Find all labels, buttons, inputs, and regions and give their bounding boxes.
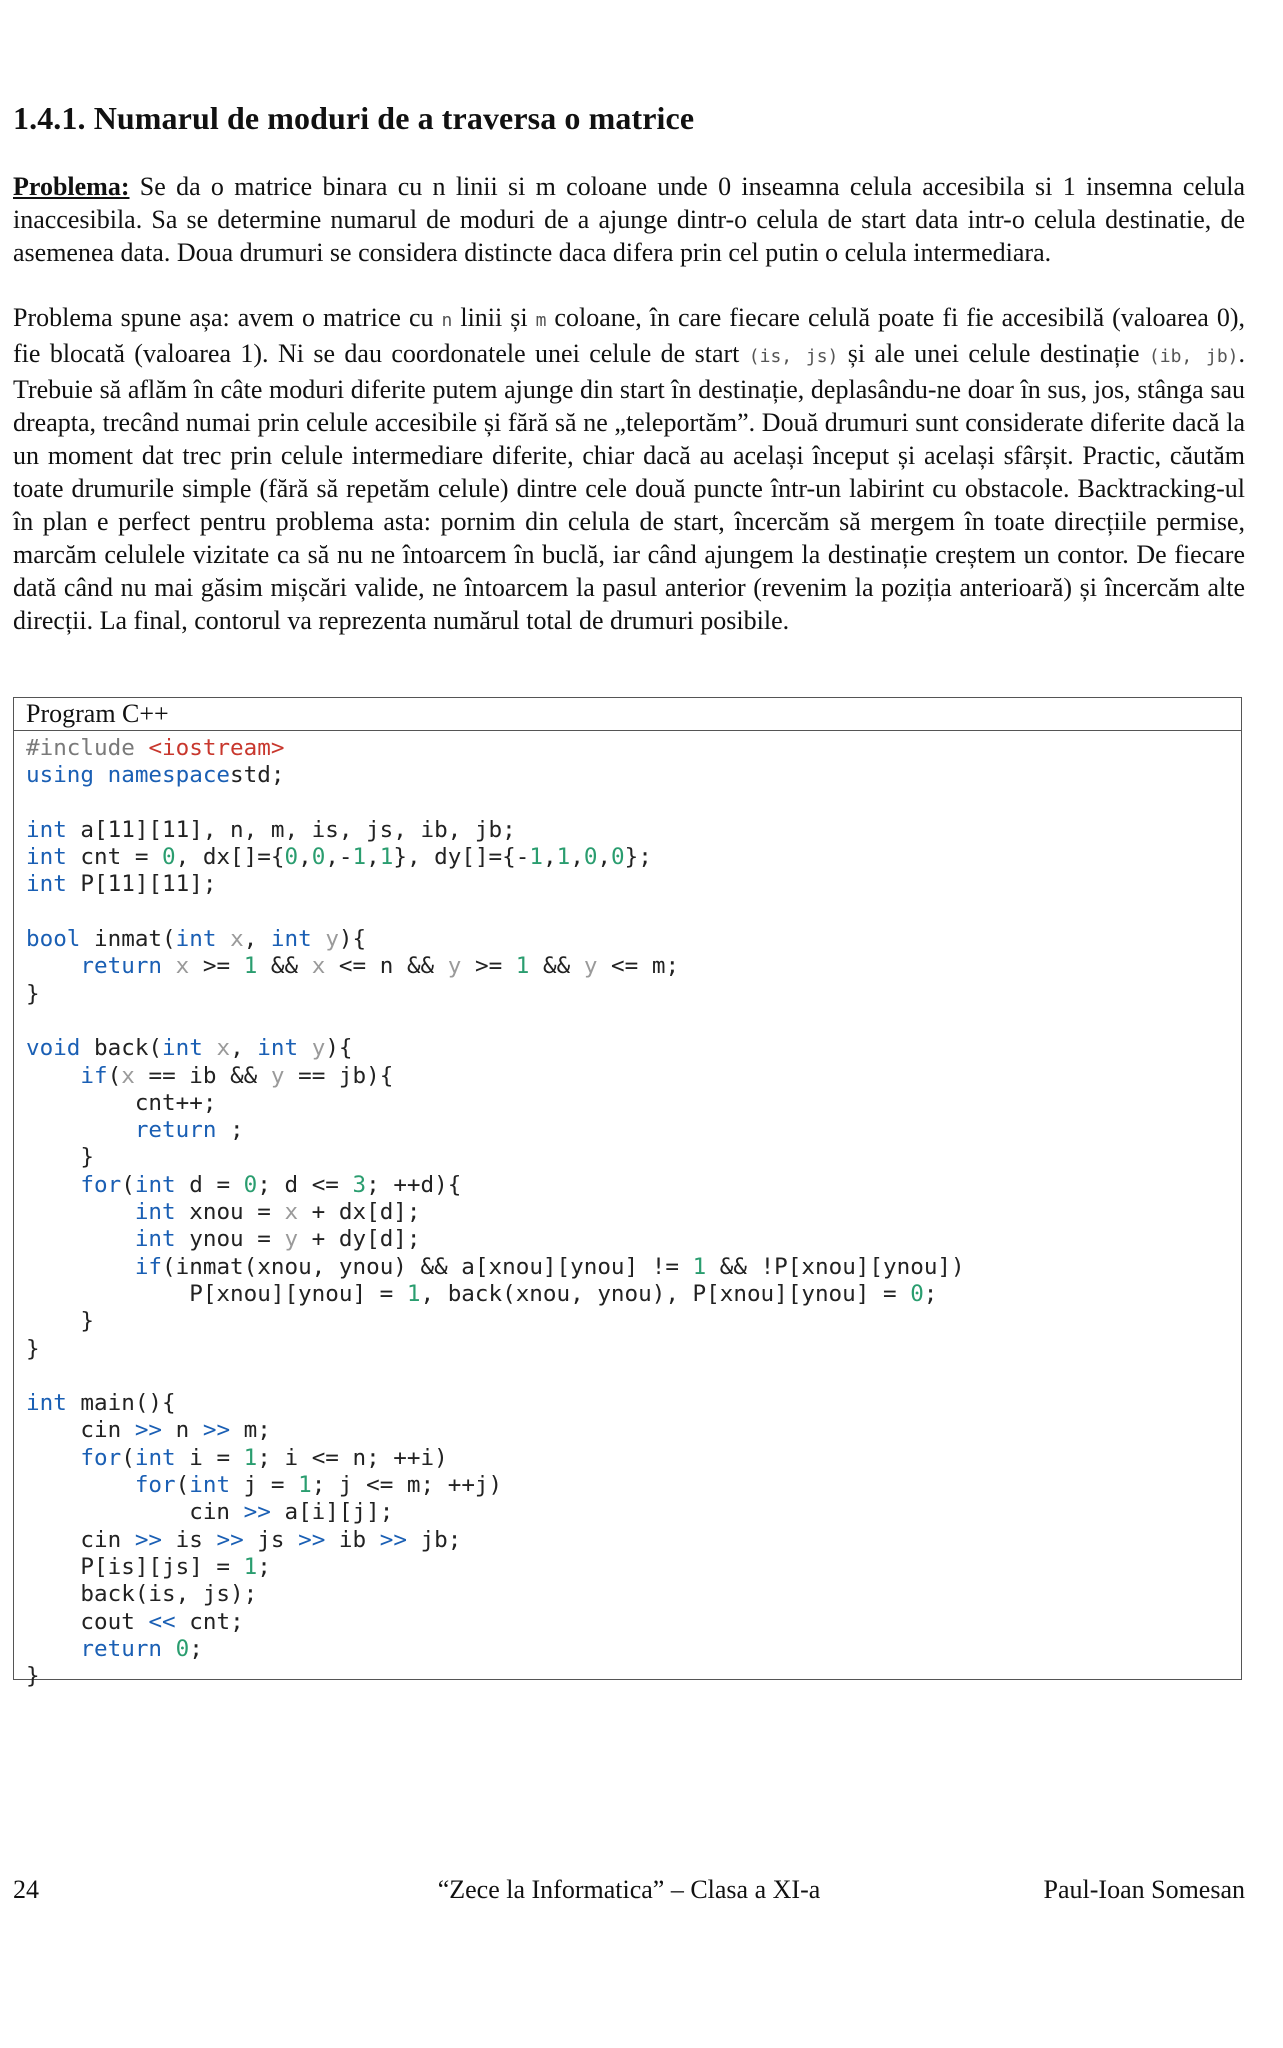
inline-code-destination: (ib, jb) [1148, 346, 1239, 367]
explanation-paragraph [13, 301, 1245, 637]
code-token: ( [121, 1171, 135, 1198]
code-token: back( [80, 1035, 163, 1062]
code-token: } [26, 1144, 95, 1171]
code-token: int [26, 871, 67, 898]
code-token: cout [26, 1608, 149, 1635]
code-token: == ib && [134, 1062, 271, 1089]
page-footer [13, 1873, 1245, 1907]
code-token: >> [298, 1526, 326, 1553]
code-token: int [26, 844, 67, 871]
code-token: inmat( [80, 926, 176, 953]
code-token [26, 1445, 80, 1471]
code-token: 0 [175, 1635, 190, 1662]
page-number: 24 [13, 1875, 39, 1904]
code-token: ){ [325, 1035, 353, 1062]
code-line [26, 1445, 1241, 1472]
code-token: && !P[xnou][ynou]) [706, 1253, 965, 1280]
code-token: main(){ [66, 1390, 176, 1417]
code-token: , [298, 844, 312, 871]
code-line [26, 1117, 1241, 1144]
code-token: , [243, 926, 271, 953]
inline-code-n: n [441, 310, 453, 331]
code-token: 0 [910, 1280, 924, 1307]
code-token: int [26, 1390, 67, 1417]
code-token [26, 1117, 135, 1143]
code-line [26, 953, 1241, 980]
code-token: + dy[d]; [298, 1226, 421, 1253]
code-line [26, 1609, 1241, 1636]
code-line [26, 1254, 1241, 1281]
code-token [26, 1226, 135, 1252]
author-name: Paul-Ioan Somesan [1043, 1875, 1245, 1904]
code-token: << [148, 1608, 176, 1635]
code-line [26, 1581, 1241, 1608]
code-token: >> [202, 1417, 231, 1444]
code-token: } [26, 980, 40, 1007]
code-token [26, 1063, 80, 1089]
code-token: int [270, 926, 312, 953]
code-line [26, 817, 1241, 844]
code-token: cin [26, 1499, 244, 1526]
code-token: ; i <= n; ++i) [257, 1444, 448, 1471]
code-token: int [134, 1199, 176, 1226]
code-token: ; d <= [257, 1171, 353, 1198]
code-token [216, 926, 230, 952]
code-token: y [311, 1035, 326, 1062]
code-token [26, 1254, 135, 1280]
code-token: bool [26, 926, 81, 953]
code-token: ; [216, 1117, 244, 1144]
code-token: 1 [379, 844, 394, 871]
code-token: >> [216, 1526, 244, 1553]
code-token: P[xnou][ynou] = [26, 1280, 407, 1307]
code-token: <iostream> [148, 735, 285, 761]
code-token: back(is, js); [26, 1581, 258, 1608]
code-token: int [134, 1226, 176, 1253]
code-token: using namespace [26, 762, 231, 789]
code-line [26, 735, 1241, 762]
code-token: cnt; [175, 1608, 244, 1635]
code-token: ,- [325, 844, 353, 871]
code-token: cnt++; [26, 1089, 217, 1116]
code-token: y [325, 926, 339, 953]
explanation-text-5: . Trebuie să aflăm în câte moduri diferite putem ajunge din start în destinație, deplasându-ne doar în sus, jos, stânga sau dreapta, trecând numai prin celule accesibile și fără să ne „teleportăm”. Două drumuri sunt considerate diferite dacă la un moment dat trec prin celule intermediare diferite, chiar dacă au același început și același sfârșit. Practic, căutăm toate drumurile simple (fără să repetăm celule) dintre cele două puncte într-un labirint cu obstacole. Backtracking-ul în plan e perfect pentru problema asta: pornim din celula de start, încercăm să mergem în toate direcțiile permise, marcăm celulele vizitate ca să nu ne întoarcem în buclă, iar când ajungem la destinație creștem un contor. De fiecare dată când nu mai găsim mișcări valide, ne întoarcem la pasul anterior (revenim la poziția anterioară) și încercăm alte direcții. La final, contorul va reprezenta numărul total de drumuri posibile. [13, 339, 1246, 635]
code-token: for [134, 1472, 176, 1499]
code-token: cin [26, 1526, 135, 1553]
section-heading: 1.4.1. Numarul de moduri de a traversa o matrice [13, 100, 695, 136]
code-token: >> [243, 1499, 271, 1526]
code-line [26, 899, 1241, 926]
code-token: x [121, 1062, 135, 1089]
explanation-text-4: și ale unei celule destinație [838, 339, 1149, 368]
code-line [26, 1199, 1241, 1226]
code-token: } [26, 1663, 40, 1690]
code-token: a[i][j]; [270, 1499, 394, 1526]
code-token: 0 [284, 844, 299, 871]
code-line [26, 1390, 1241, 1417]
code-token: x [230, 926, 244, 953]
code-token: }, dy[]={- [393, 844, 530, 871]
code-token: j = [230, 1472, 299, 1499]
code-token: + dx[d]; [298, 1199, 421, 1226]
code-token: int [134, 1444, 176, 1471]
code-token: >> [379, 1526, 407, 1553]
code-token: y [284, 1226, 299, 1253]
code-token: P[11][11]; [66, 871, 217, 898]
problem-label: Problema: [13, 172, 130, 201]
code-line [26, 1417, 1241, 1444]
code-token: ib [325, 1526, 380, 1553]
code-line [26, 1008, 1241, 1035]
problem-text: Se da o matrice binara cu n linii si m coloane unde 0 inseamna celula accesibila si 1 insemna celula inaccesibila. Sa se determine numarul de moduri de a ajunge dintr-o celula de start data intr-o celula destinatie, de asemenea data. Doua drumuri se considera distincte daca difera prin cel putin o celula intermediara. [13, 172, 1245, 267]
code-token: >> [134, 1526, 163, 1553]
code-token [26, 1199, 135, 1225]
code-token [203, 1035, 217, 1061]
code-line [26, 1663, 1241, 1690]
code-token: int [162, 1035, 203, 1062]
code-line [26, 926, 1241, 953]
code-token: 1 [529, 844, 543, 871]
code-listing-box [13, 697, 1242, 1690]
code-token: for [80, 1444, 122, 1471]
code-token: ynou = [175, 1226, 285, 1253]
code-token: ( [175, 1472, 190, 1499]
code-token: if [80, 1062, 108, 1089]
code-token: 0 [583, 844, 598, 871]
code-token: ; [189, 1635, 203, 1662]
code-line [26, 1090, 1241, 1117]
code-token: 1 [406, 1280, 421, 1307]
code-token: P[is][js] = [26, 1553, 244, 1580]
code-token: js [243, 1526, 299, 1553]
code-token: , [366, 844, 380, 871]
code-token: cnt = [66, 844, 163, 871]
code-token: 1 [692, 1253, 707, 1280]
code-token: jb; [406, 1526, 462, 1553]
code-line [26, 762, 1241, 789]
code-token: return [80, 953, 163, 980]
code-token: , [230, 1035, 258, 1062]
code-token: x [175, 953, 190, 980]
code-token [312, 926, 326, 952]
code-token: == jb){ [284, 1062, 394, 1089]
code-line [26, 1281, 1241, 1308]
code-token: ( [121, 1444, 135, 1471]
code-token: , [570, 844, 584, 871]
code-token: int [175, 926, 217, 953]
code-token: for [80, 1171, 122, 1198]
code-token: } [26, 1335, 40, 1362]
code-line [26, 844, 1241, 871]
explanation-text-1: Problema spune așa: avem o matrice cu [13, 303, 442, 332]
code-token: x [311, 953, 326, 980]
code-token: #include [26, 735, 149, 761]
code-line [26, 1636, 1241, 1663]
code-token [26, 1636, 80, 1662]
code-token: <= m; [597, 953, 680, 980]
code-line [26, 1527, 1241, 1554]
code-token: xnou = [175, 1199, 285, 1226]
code-line [26, 1172, 1241, 1199]
code-token: void [26, 1035, 81, 1062]
code-token: std; [230, 762, 285, 789]
code-token: , [597, 844, 612, 871]
code-token: <= n && [325, 953, 448, 980]
code-token: 1 [556, 844, 571, 871]
code-token: d = [175, 1171, 244, 1198]
book-title: “Zece la Informatica” – Clasa a XI-a [437, 1875, 821, 1904]
code-line [26, 1308, 1241, 1335]
code-token: , dx[]={ [175, 844, 285, 871]
code-line [26, 981, 1241, 1008]
code-listing-title: Program C++ [14, 698, 1241, 731]
code-token: a[11][11], n, m, is, js, ib, jb; [66, 816, 516, 843]
code-line [26, 1472, 1241, 1499]
code-token: 0 [162, 844, 176, 871]
code-token: cin [26, 1417, 135, 1444]
code-token: , back(xnou, ynou), P[xnou][ynou] = [420, 1280, 911, 1307]
code-token [162, 1636, 176, 1662]
code-token: x [216, 1035, 231, 1062]
code-token: y [583, 953, 598, 980]
code-token: y [270, 1062, 285, 1089]
code-token: n [162, 1417, 203, 1444]
code-token: ; ++d){ [366, 1171, 462, 1198]
code-line [26, 1226, 1241, 1253]
code-token: m; [230, 1417, 271, 1444]
code-token: ( [107, 1062, 122, 1089]
code-token: return [80, 1635, 163, 1662]
code-token: 1 [298, 1472, 312, 1499]
code-token: ; j <= m; ++j) [311, 1472, 503, 1499]
code-token: (inmat(xnou, ynou) && a[xnou][ynou] != [162, 1253, 693, 1280]
code-line [26, 1363, 1241, 1390]
explanation-text-3: coloane, în care fiecare celulă poate fi fie accesibilă (valoarea 0), fie blocată (valoarea 1). Ni se dau coordonatele unei celule de start [13, 303, 1245, 368]
code-token: 0 [611, 844, 625, 871]
code-token: 0 [243, 1171, 258, 1198]
code-token: ; [923, 1280, 938, 1307]
code-token: 1 [515, 953, 530, 980]
code-line [26, 1499, 1241, 1526]
inline-code-m: m [535, 310, 547, 331]
code-token: y [447, 953, 462, 980]
code-line [26, 1144, 1241, 1171]
code-token: 1 [243, 1553, 258, 1580]
code-token: x [284, 1199, 299, 1226]
code-token: int [189, 1472, 231, 1499]
code-token: if [134, 1253, 163, 1280]
code-line [26, 790, 1241, 817]
code-token: 3 [352, 1171, 367, 1198]
code-token: }; [624, 844, 652, 871]
code-token [162, 953, 176, 979]
code-line [26, 1035, 1241, 1062]
code-token: >= [189, 953, 244, 980]
code-line [26, 1554, 1241, 1581]
code-token: return [134, 1117, 217, 1144]
code-token: >> [134, 1417, 163, 1444]
explanation-text-2: linii și [452, 303, 536, 332]
code-listing-body [14, 731, 1241, 1690]
code-token: int [257, 1035, 299, 1062]
code-token: ; [257, 1553, 271, 1580]
code-token: >= [461, 953, 516, 980]
inline-code-start: (is, js) [748, 346, 839, 367]
code-token: && [529, 953, 584, 980]
code-token: && [257, 953, 312, 980]
code-token [26, 953, 80, 979]
problem-statement [13, 170, 1245, 269]
code-token [298, 1035, 312, 1061]
code-token: 1 [243, 953, 258, 980]
code-token: } [26, 1308, 95, 1335]
code-line [26, 871, 1241, 898]
code-token: i = [175, 1444, 244, 1471]
code-line [26, 1336, 1241, 1363]
code-token: ){ [338, 926, 367, 953]
code-token: 1 [352, 844, 367, 871]
code-token: , [542, 844, 557, 871]
code-token: 1 [243, 1444, 258, 1471]
code-token: int [26, 816, 67, 843]
code-token: is [162, 1526, 217, 1553]
code-line [26, 1063, 1241, 1090]
code-token: 0 [311, 844, 326, 871]
code-token [26, 1172, 80, 1198]
code-token [26, 1472, 135, 1498]
code-token: int [134, 1171, 176, 1198]
